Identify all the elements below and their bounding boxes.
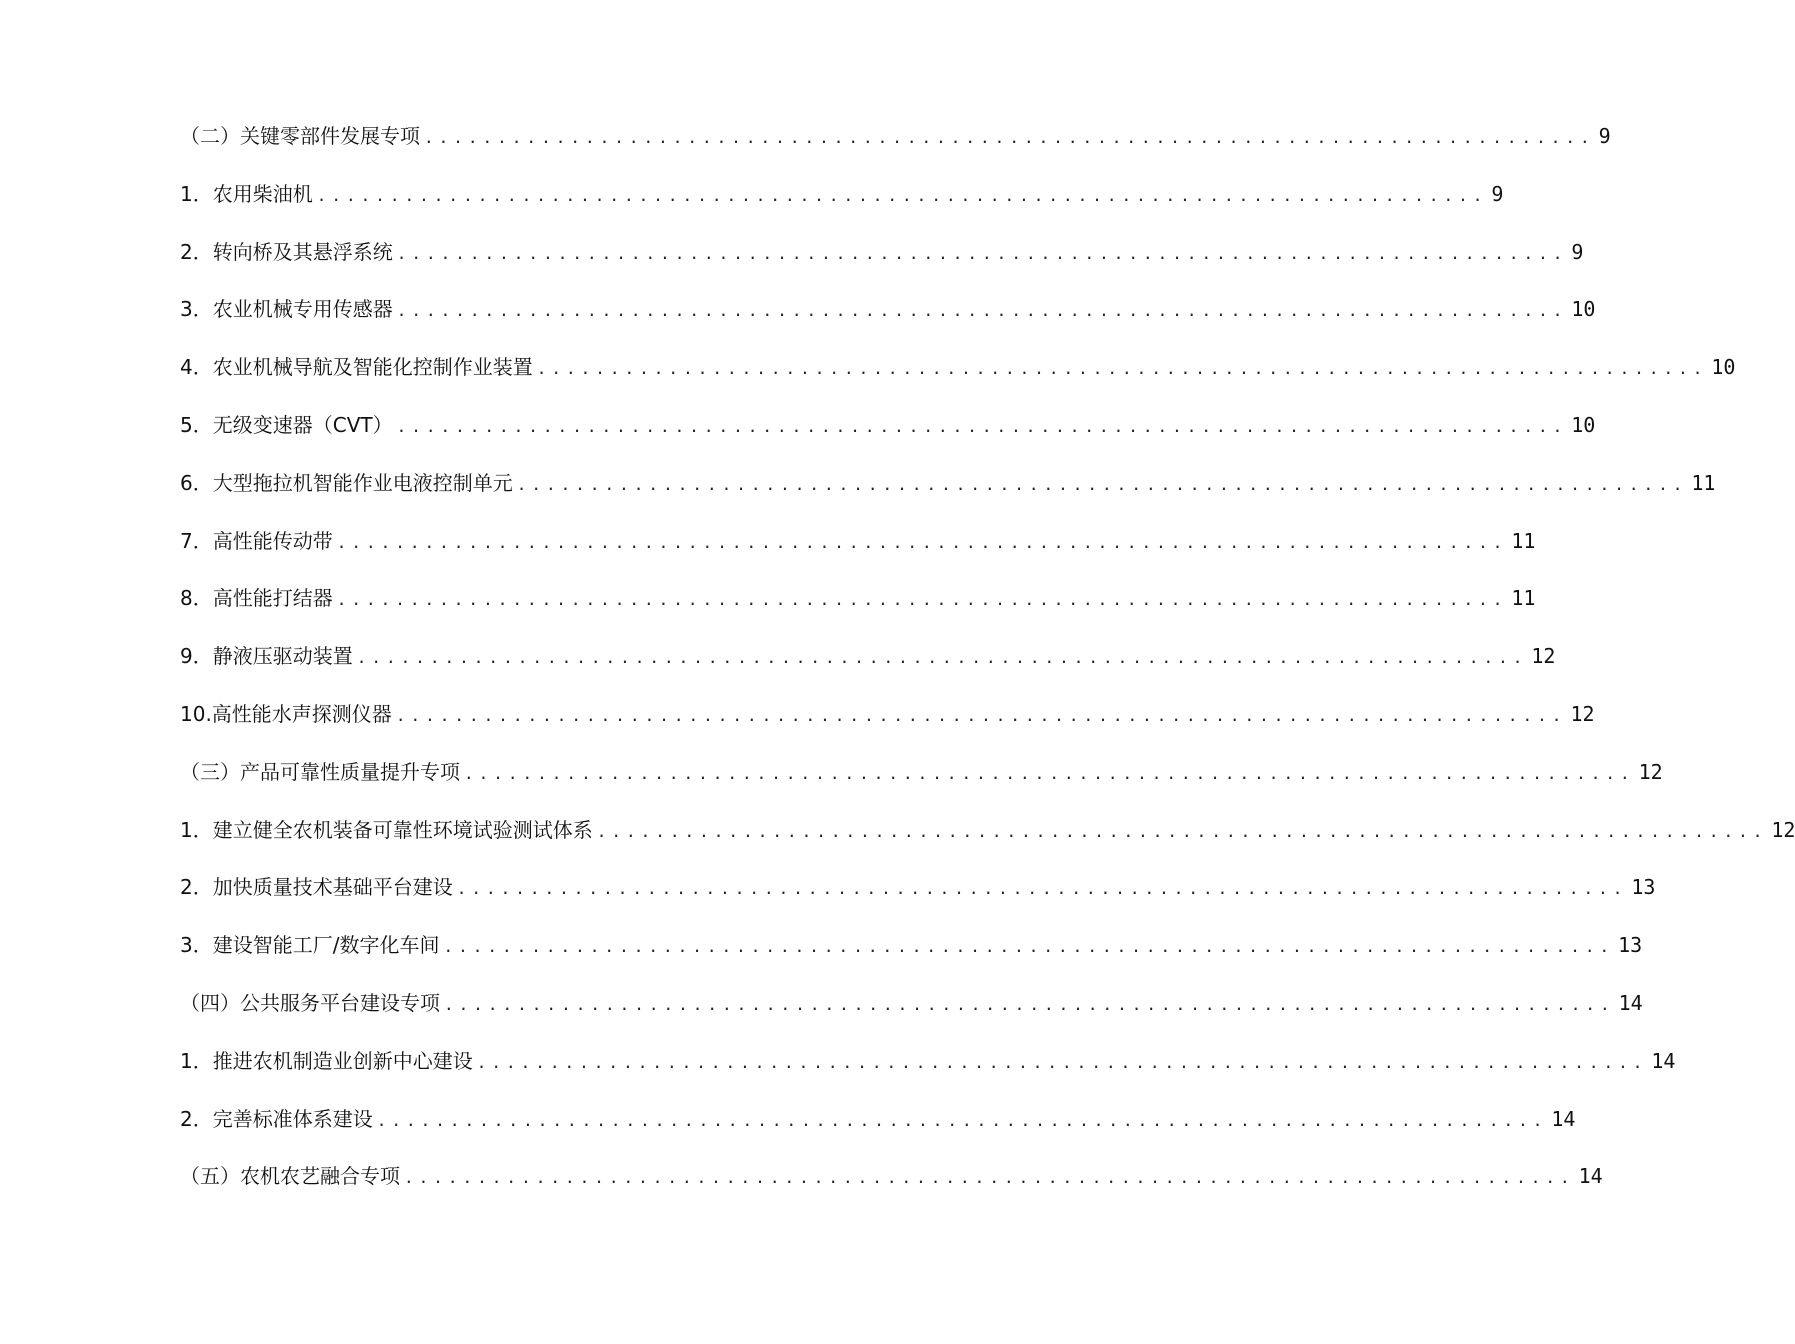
- toc-entry[interactable]: [180, 172, 1504, 230]
- toc-entry-title: （五）农机农艺融合专项: [180, 1164, 400, 1189]
- toc-entry-page: 14: [1651, 1048, 1676, 1073]
- toc-entry-title: 3．农业机械专用传感器: [180, 297, 393, 322]
- toc-entry[interactable]: [180, 345, 1736, 403]
- toc-entry-page: 14: [1578, 1164, 1603, 1189]
- toc-dot-leader: ................................................................................: [376, 1110, 1548, 1130]
- toc-entry[interactable]: [180, 114, 1611, 172]
- toc-entry[interactable]: [180, 981, 1643, 1039]
- toc-dot-leader: ................................................................................: [516, 474, 1688, 494]
- toc-dot-leader: ................................................................................: [396, 243, 1568, 263]
- toc-entry-page: 14: [1551, 1106, 1576, 1131]
- toc-entry-title: 7．高性能传动带: [180, 528, 333, 553]
- toc-dot-leader: ................................................................................: [464, 763, 1635, 783]
- toc-entry-page: 11: [1511, 528, 1536, 553]
- toc-dot-leader: ................................................................................: [356, 648, 1528, 668]
- toc-entry[interactable]: [180, 865, 1656, 923]
- toc-entry-title: （三）产品可靠性质量提升专项: [180, 759, 460, 784]
- toc-entry[interactable]: [180, 1097, 1576, 1155]
- toc-entry-page: 9: [1598, 124, 1611, 148]
- toc-entry[interactable]: [180, 1039, 1676, 1097]
- toc-entry-title: 2．加快质量技术基础平台建设: [180, 875, 453, 900]
- toc-entry[interactable]: [180, 230, 1584, 288]
- toc-entry[interactable]: [180, 923, 1643, 981]
- toc-entry-page: 10: [1571, 297, 1596, 322]
- toc-entry-page: 11: [1691, 470, 1716, 495]
- toc-dot-leader: ................................................................................: [396, 416, 1568, 436]
- toc-entry-title: 6．大型拖拉机智能作业电液控制单元: [180, 470, 513, 495]
- toc-entry-page: 14: [1618, 990, 1643, 1015]
- toc-entry-title: 1．建立健全农机装备可靠性环境试验测试体系: [180, 817, 593, 842]
- toc-entry-title: 10.高性能水声探测仪器: [180, 701, 392, 726]
- toc-dot-leader: ................................................................................: [395, 705, 1567, 725]
- toc-entry-title: （四）公共服务平台建设专项: [180, 990, 440, 1015]
- toc-entry-title: 1．推进农机制造业创新中心建设: [180, 1048, 473, 1073]
- toc-entry-title: 5．无级变速器（CVT）: [180, 412, 393, 437]
- toc-entry[interactable]: [180, 808, 1795, 866]
- toc-entry-page: 11: [1511, 586, 1536, 611]
- toc-entry[interactable]: [180, 403, 1596, 461]
- toc-entry[interactable]: [180, 750, 1663, 808]
- toc-entry-title: （二）关键零部件发展专项: [180, 124, 420, 148]
- toc-dot-leader: ................................................................................: [424, 128, 1595, 147]
- toc-dot-leader: ................................................................................: [444, 994, 1615, 1014]
- toc-entry-page: 12: [1531, 644, 1556, 669]
- toc-entry-page: 9: [1491, 181, 1504, 206]
- toc-entry-title: 2．完善标准体系建设: [180, 1106, 373, 1131]
- toc-dot-leader: ................................................................................: [536, 359, 1708, 379]
- toc-dot-leader: ................................................................................: [404, 1168, 1575, 1188]
- toc-entry-page: 13: [1631, 875, 1656, 900]
- toc-entry-page: 10: [1571, 412, 1596, 437]
- toc-dot-leader: ................................................................................: [316, 185, 1488, 205]
- toc-entry-page: 10: [1711, 355, 1736, 380]
- toc-entry-page: 12: [1638, 759, 1663, 784]
- toc-entry-title: 1．农用柴油机: [180, 181, 313, 206]
- toc-entry-page: 12: [1771, 817, 1795, 842]
- toc-entry-title: 9．静液压驱动装置: [180, 644, 353, 669]
- toc-dot-leader: ................................................................................: [443, 937, 1615, 957]
- toc-dot-leader: ................................................................................: [336, 590, 1508, 610]
- toc-entry[interactable]: [180, 576, 1536, 634]
- toc-entry[interactable]: [180, 287, 1596, 345]
- toc-entry-title: 4．农业机械导航及智能化控制作业装置: [180, 355, 533, 380]
- toc-entry-title: 8．高性能打结器: [180, 586, 333, 611]
- toc-entry-page: 13: [1618, 933, 1643, 958]
- table-of-contents: [180, 114, 1795, 1212]
- toc-entry-title: 2．转向桥及其悬浮系统: [180, 239, 393, 264]
- toc-entry-title: 3．建设智能工厂/数字化车间: [180, 933, 440, 958]
- toc-dot-leader: ................................................................................: [396, 301, 1568, 321]
- toc-entry-page: 9: [1571, 239, 1584, 264]
- toc-dot-leader: ................................................................................: [476, 1052, 1648, 1072]
- toc-entry[interactable]: [180, 692, 1595, 750]
- toc-entry[interactable]: [180, 634, 1556, 692]
- toc-entry[interactable]: [180, 461, 1716, 519]
- toc-dot-leader: ................................................................................: [596, 821, 1768, 841]
- toc-entry-page: 12: [1570, 701, 1595, 726]
- toc-dot-leader: ................................................................................: [456, 879, 1628, 899]
- toc-dot-leader: ................................................................................: [336, 532, 1508, 552]
- toc-entry[interactable]: [180, 519, 1536, 577]
- toc-entry[interactable]: [180, 1154, 1603, 1212]
